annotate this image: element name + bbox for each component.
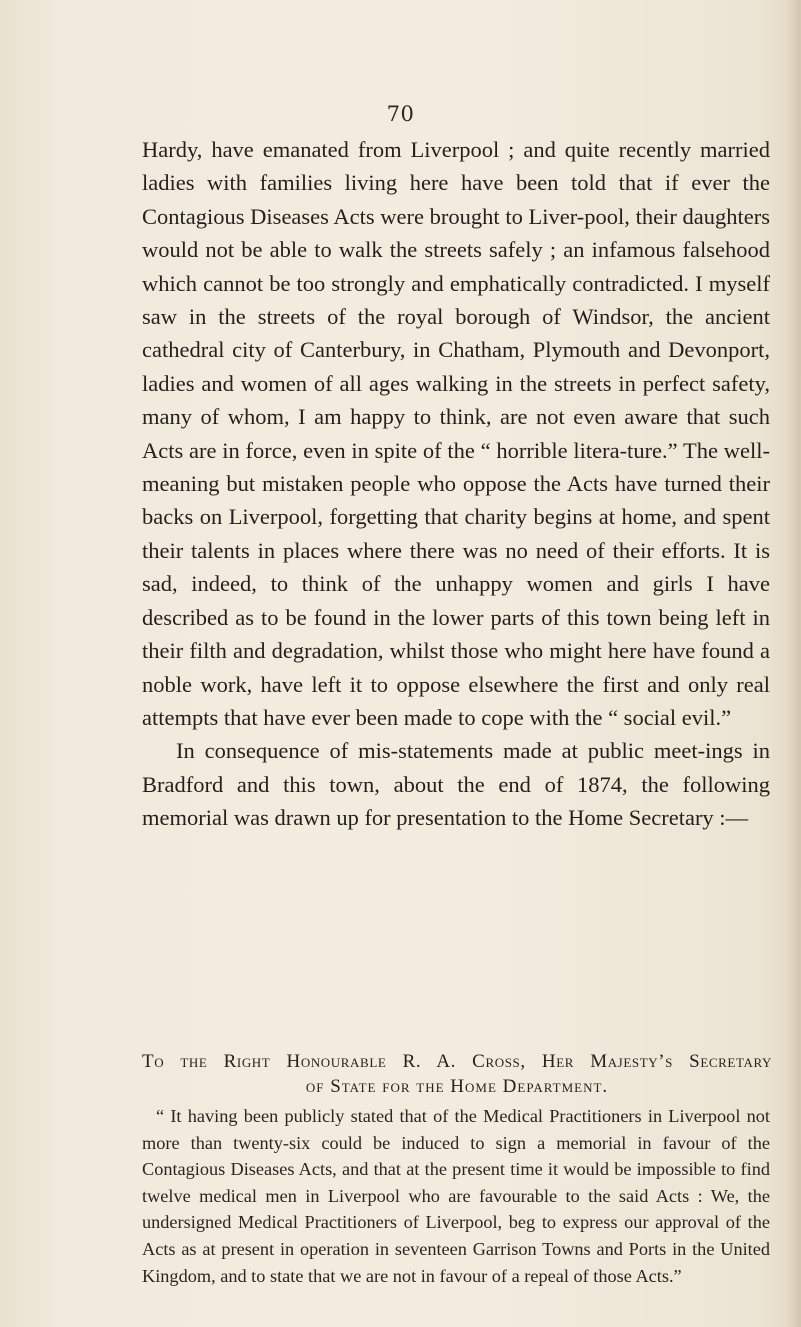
body-text [142, 133, 770, 835]
paragraph-hardy: Hardy, have emanated from Liverpool ; and quite recently married ladies with families living here have been told that if ever the Contagious Diseases Acts were brought to Liver-pool, their daughters would not be able to walk the streets safely ; an infamous falsehood which cannot be too strongly and emphatically contradicted. I myself saw in the streets of the royal borough of Windsor, the ancient cathedral city of Canterbury, in Chatham, Plymouth and Devonport, ladies and women of all ages walking in the streets in perfect safety, many of whom, I am happy to think, are not even aware that such Acts are in force, even in spite of the “ horrible litera-ture.” The well-meaning but mistaken people who oppose the Acts have turned their backs on Liverpool, forgetting that charity begins at home, and spent their talents in places where there was no need of their efforts. It is sad, indeed, to think of the unhappy women and girls I have described as to be found in the lower parts of this town being left in their filth and degradation, whilst those who might here have found a noble work, have left it to oppose elsewhere the first and only real attempts that have ever been made to cope with the “ social evil.” [142, 137, 770, 730]
memorial-paragraph: “ It having been publicly stated that of the Medical Practitioners in Liverpool not more than twenty-six could be induced to sign a memorial in favour of the Contagious Diseases Acts, and that at the present time it would be impossible to find twelve medical men in Liverpool who are favourable to the said Acts : We, the undersigned Medical Practitioners of Liverpool, beg to express our approval of the Acts as at present in operation in seventeen Garrison Towns and Ports in the United Kingdom, and to state that we are not in favour of a repeal of those Acts.” [142, 1106, 770, 1286]
memorial-address [142, 1049, 772, 1099]
address-line-2: of State for the Home Department. [305, 1076, 609, 1097]
paragraph-consequence: In consequence of mis-statements made at public meet-ings in Bradford and this town, about the end of 1874, the following memorial was drawn up for presentation to the Home Secretary :— [142, 738, 770, 831]
address-line-1: To the Right Honourable R. A. Cross, Her Majesty’s Secretary [142, 1051, 772, 1072]
memorial-text [142, 1103, 770, 1289]
page-edge-shadow [787, 0, 801, 1327]
page-number: 70 [386, 102, 415, 126]
